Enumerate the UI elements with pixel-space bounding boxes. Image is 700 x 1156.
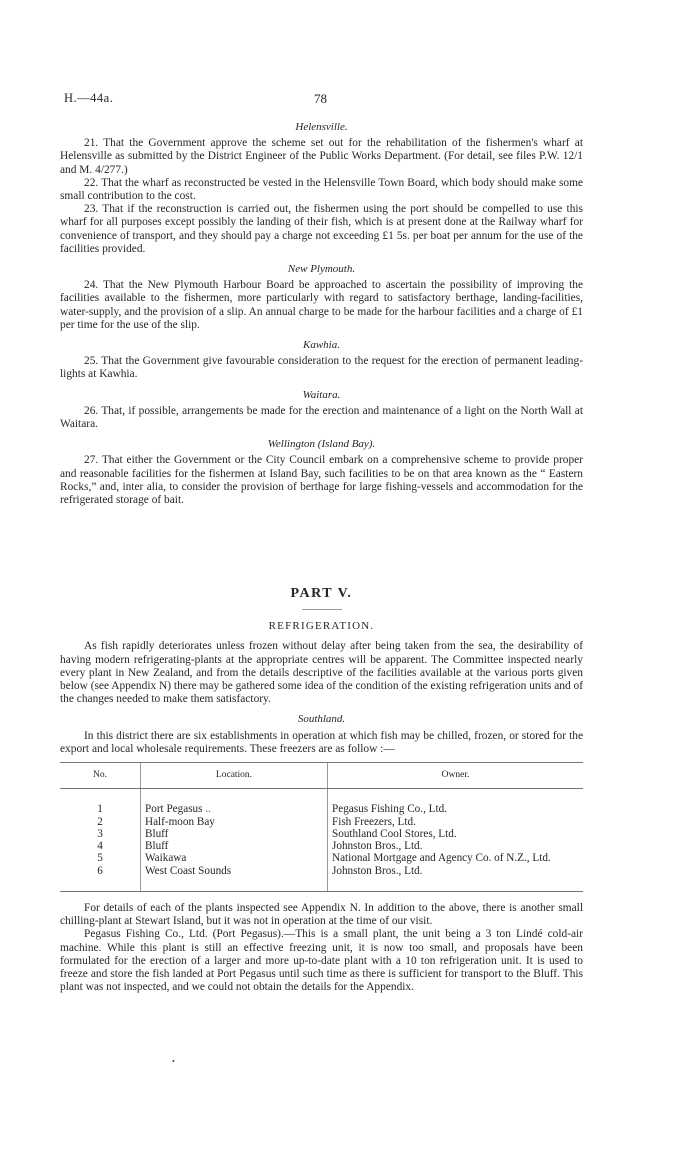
header-no: No. [60,763,141,789]
table-header-row [60,763,583,789]
cell-no: 3 [97,827,103,840]
part-v-block [60,587,583,994]
cell-location: Bluff [141,840,328,852]
cell-no: 6 [97,864,103,877]
cell-no: 2 [97,815,103,828]
table-row [60,828,583,840]
paragraph-24: 24. That the New Plymouth Harbour Board be approached to ascertain the possibility of improving the facilities available to the fishermen, more particularly with regard to satisfactory berthage, landing-facilities, water-supply, and the provision of a slip. An annual charge to be made for the harbour facilities and a charge of £1 per time for the use of the slip. [60,279,583,331]
paragraph-23: 23. That if the reconstruction is carried out, the fishermen using the port should be compelled to use this wharf for all purposes except possibly the landing of their fish, which is at present done at the Railway wharf for convenience of transport, and they should pay a charge not exceeding £1 5s. per boat per annum for the use of the facilities provided. [60,203,583,255]
document-reference: H.—44a. [64,91,114,105]
heading-kawhia: Kawhia. [303,339,340,352]
paragraph-25: 25. That the Government give favourable consideration to the request for the erection of permanent leading-lights at Kawhia. [60,355,583,381]
cell-location: Bluff [141,828,328,840]
cell-location: Port Pegasus .. [141,803,328,815]
table-row [60,840,583,852]
part-title: PART V. [290,586,353,601]
cell-owner: Johnston Bros., Ltd. [328,840,584,852]
cell-no: 5 [97,852,103,865]
pegasus-paragraph: Pegasus Fishing Co., Ltd. (Port Pegasus).—This is a small plant, the unit being a 3 ton Lindé cold-air machine. While this plant is still an effective freezing unit, it is now too small, and proposals have been formulated for the erection of a larger and more up-to-date plant with a 10 ton refrigeration unit. It is used to freeze and store the fish landed at Port Pegasus until such time as there is sufficient for transport to the Bluff. This plant was not inspected, and we could not obtain the details for the Appendix. [60,928,583,994]
cell-owner: Johnston Bros., Ltd. [328,865,584,877]
table-row [60,816,583,828]
page-number: 78 [314,91,327,106]
header-location: Location. [141,763,328,789]
table-row [60,852,583,864]
refrigeration-intro: As fish rapidly deteriorates unless frozen without delay after being taken from the sea, the desirability of having modern refrigerating-plants at the appropriate centres will be apparent. The Committee inspected nearly every plant in New Zealand, and from the details descriptive of the facilities available at the various ports given below (see Appendix N) there may be gathered some idea of the condition of the existing refrigeration units and of the changes needed to make them satisfactory. [60,640,583,706]
southland-intro: In this district there are six establishments in operation at which fish may be chilled, frozen, or stored for the export and local wholesale requirements. These freezers are as follow :— [60,729,583,755]
paragraph-27: 27. That either the Government or the City Council embark on a comprehensive scheme to provide proper and reasonable facilities for the fishermen at Island Bay, such facilities to be on that area known as the “ Eastern Rocks,” and, inter alia, to consider the provision of berthage for large fishing-vessels and accommodation for the refrigerated storage of bait. [60,454,583,507]
appendix-note: For details of each of the plants inspected see Appendix N. In addition to the above, there is another small chilling-plant at Stewart Island, but it was not in operation at the time of our visit. [60,902,583,928]
stray-mark: • [172,1057,175,1066]
paragraph-26: 26. That, if possible, arrangements be made for the erection and maintenance of a light on the North Wall at Waitara. [60,404,583,431]
heading-southland: Southland. [297,713,346,726]
cell-location: Waikawa [141,852,328,864]
recommendations-block [60,121,583,507]
title-rule [302,609,342,610]
heading-helensville: Helensville. [295,121,348,133]
section-title: REFRIGERATION. [268,620,375,633]
cell-owner: Pegasus Fishing Co., Ltd. [328,803,584,815]
table-row [60,803,583,815]
cell-owner: Fish Freezers, Ltd. [328,816,584,828]
cell-location: Half-moon Bay [141,816,328,828]
paragraph-22: 22. That the wharf as reconstructed be vested in the Helensville Town Board, which body should make some small contribution to the cost. [60,176,583,203]
cell-no: 4 [97,840,103,853]
paragraph-21: 21. That the Government approve the scheme set out for the rehabilitation of the fishermen's wharf at Helensville as submitted by the District Engineer of the Public Works Department. (For detail, see files P.W. 12/1 and M. 4/277.) [60,137,583,176]
cell-owner: National Mortgage and Agency Co. of N.Z., Ltd. [328,852,584,864]
heading-new-plymouth: New Plymouth. [287,263,356,276]
heading-waitara: Waitara. [302,388,341,401]
freezers-table [60,762,583,892]
cell-owner: Southland Cool Stores, Ltd. [328,828,584,840]
cell-no: 1 [97,803,103,816]
header-owner: Owner. [328,763,584,789]
table-row [60,865,583,877]
cell-location: West Coast Sounds [141,865,328,877]
heading-wellington: Wellington (Island Bay). [267,438,376,451]
